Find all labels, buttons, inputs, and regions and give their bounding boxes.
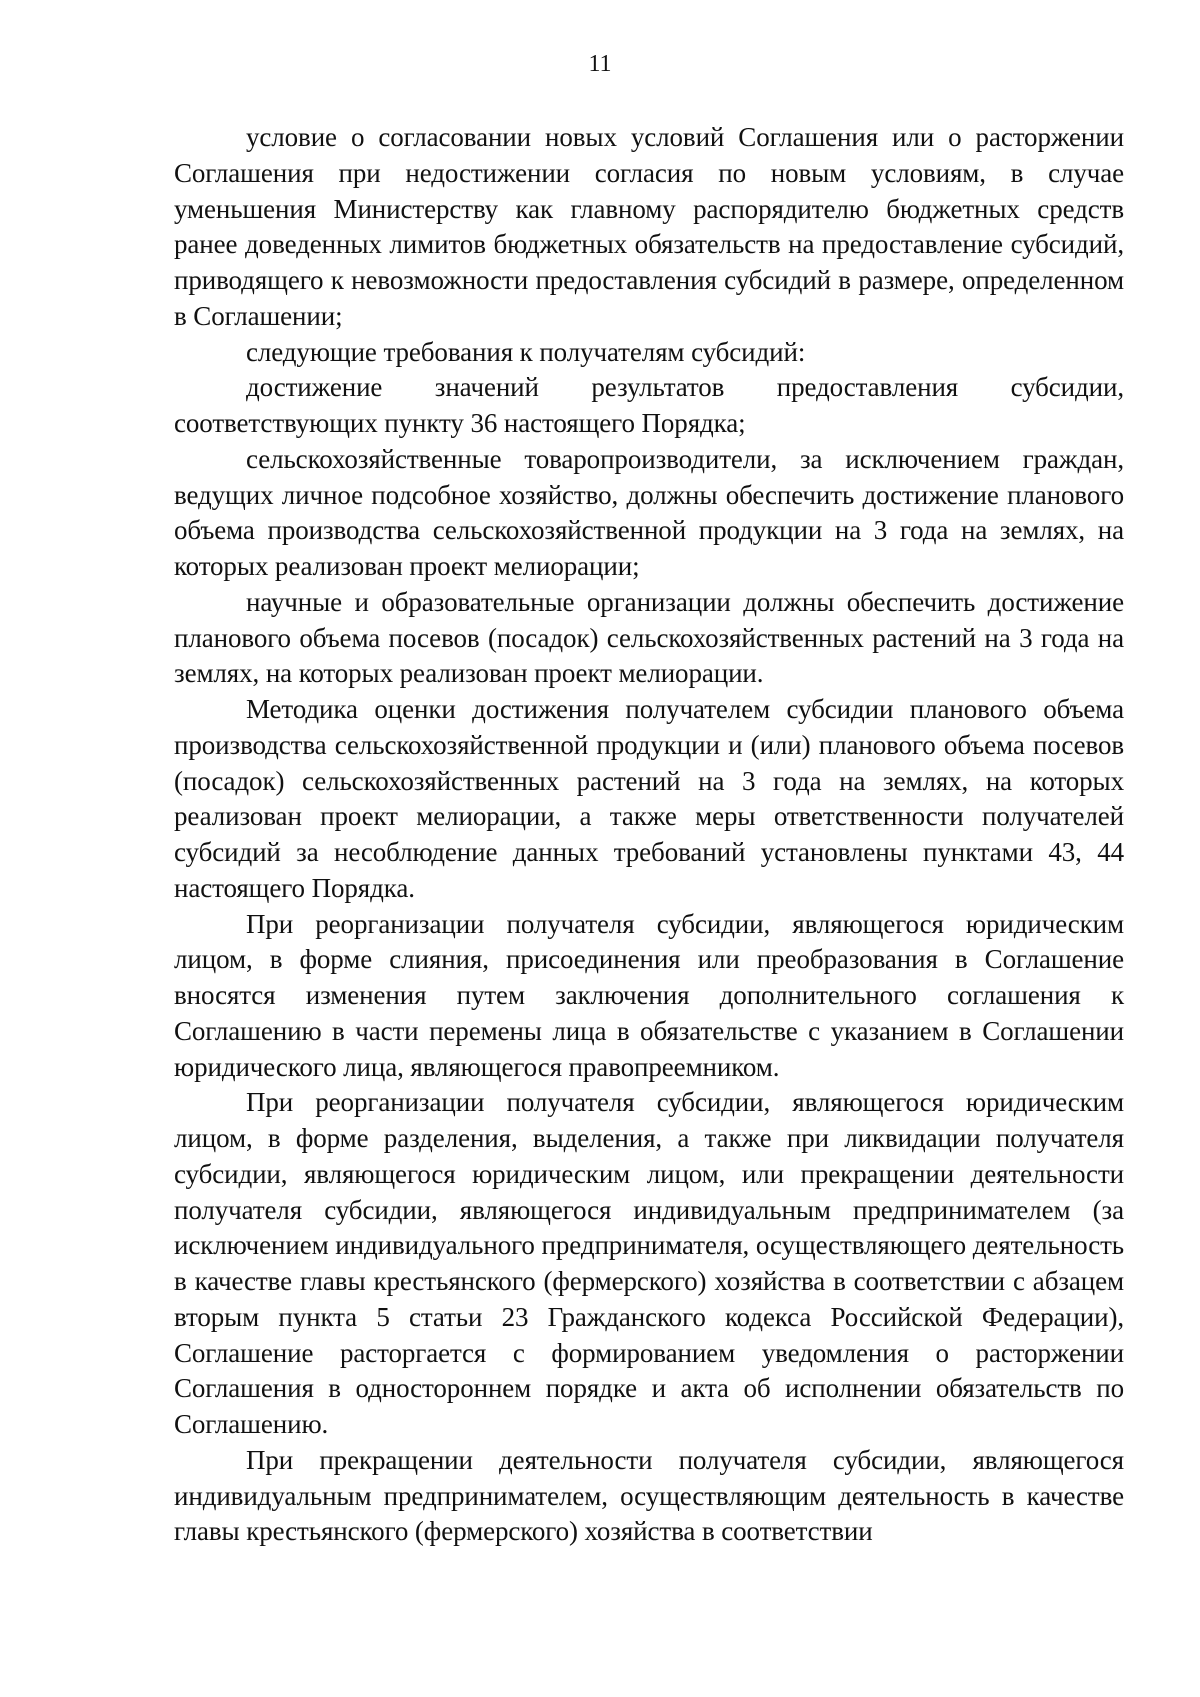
- paragraph-agreement-condition: условие о согласовании новых условий Соглашения или о расторжении Соглашения при недостижении согласия по новым условиям, в случае уменьшения Министерству как главному распорядителю бюджетных средств ранее доведенных лимитов бюджетных обязательств на предоставление субсидий, приводящего к невозможности предоставления субсидий в размере, определенном в Соглашении;: [174, 122, 1124, 331]
- paragraph-results-achievement: достижение значений результатов предоставления субсидии, соответствующих пункту 36 настоящего Порядка;: [174, 372, 1124, 438]
- page-number: 11: [588, 51, 612, 77]
- document-body: [174, 120, 1124, 1550]
- paragraph-reorganization-merger: При реорганизации получателя субсидии, являющегося юридическим лицом, в форме слияния, присоединения или преобразования в Соглашение вносятся изменения путем заключения дополнительного соглашения к Соглашению в части перемены лица в обязательстве с указанием в Соглашении юридического лица, являющегося правопреемником.: [174, 908, 1124, 1082]
- paragraph-assessment-methodology: Методика оценки достижения получателем субсидии планового объема производства сельскохозяйственной продукции и (или) планового объема посевов (посадок) сельскохозяйственных растений на 3 года на землях, на которых реализован проект мелиорации, а также меры ответственности получателей субсидий за несоблюдение данных требований установлены пунктами 43, 44 настоящего Порядка.: [174, 694, 1124, 903]
- paragraph-reorganization-separation: При реорганизации получателя субсидии, являющегося юридическим лицом, в форме разделения, выделения, а также при ликвидации получателя субсидии, являющегося юридическим лицом, или прекращении деятельности получателя субсидии, являющегося индивидуальным предпринимателем (за исключением индивидуального предпринимателя, осуществляющего деятельность в качестве главы крестьянского (фермерского) хозяйства в соответствии с абзацем вторым пункта 5 статьи 23 Гражданского кодекса Российской Федерации), Соглашение расторгается с формированием уведомления о расторжении Соглашения в одностороннем порядке и акта об исполнении обязательств по Соглашению.: [174, 1087, 1124, 1439]
- paragraph-entrepreneur-termination: При прекращении деятельности получателя субсидии, являющегося индивидуальным предпринимателем, осуществляющим деятельность в качестве главы крестьянского (фермерского) хозяйства в соответствии: [174, 1444, 1124, 1547]
- paragraph-recipient-requirements: следующие требования к получателям субсидий:: [246, 336, 806, 367]
- paragraph-agricultural-producers: сельскохозяйственные товаропроизводители, за исключением граждан, ведущих личное подсобное хозяйство, должны обеспечить достижение планового объема производства сельскохозяйственной продукции на 3 года на землях, на которых реализован проект мелиорации;: [174, 443, 1124, 581]
- paragraph-scientific-organizations: научные и образовательные организации должны обеспечить достижение планового объема посевов (посадок) сельскохозяйственных растений на 3 года на землях, на которых реализован проект мелиорации.: [174, 586, 1124, 689]
